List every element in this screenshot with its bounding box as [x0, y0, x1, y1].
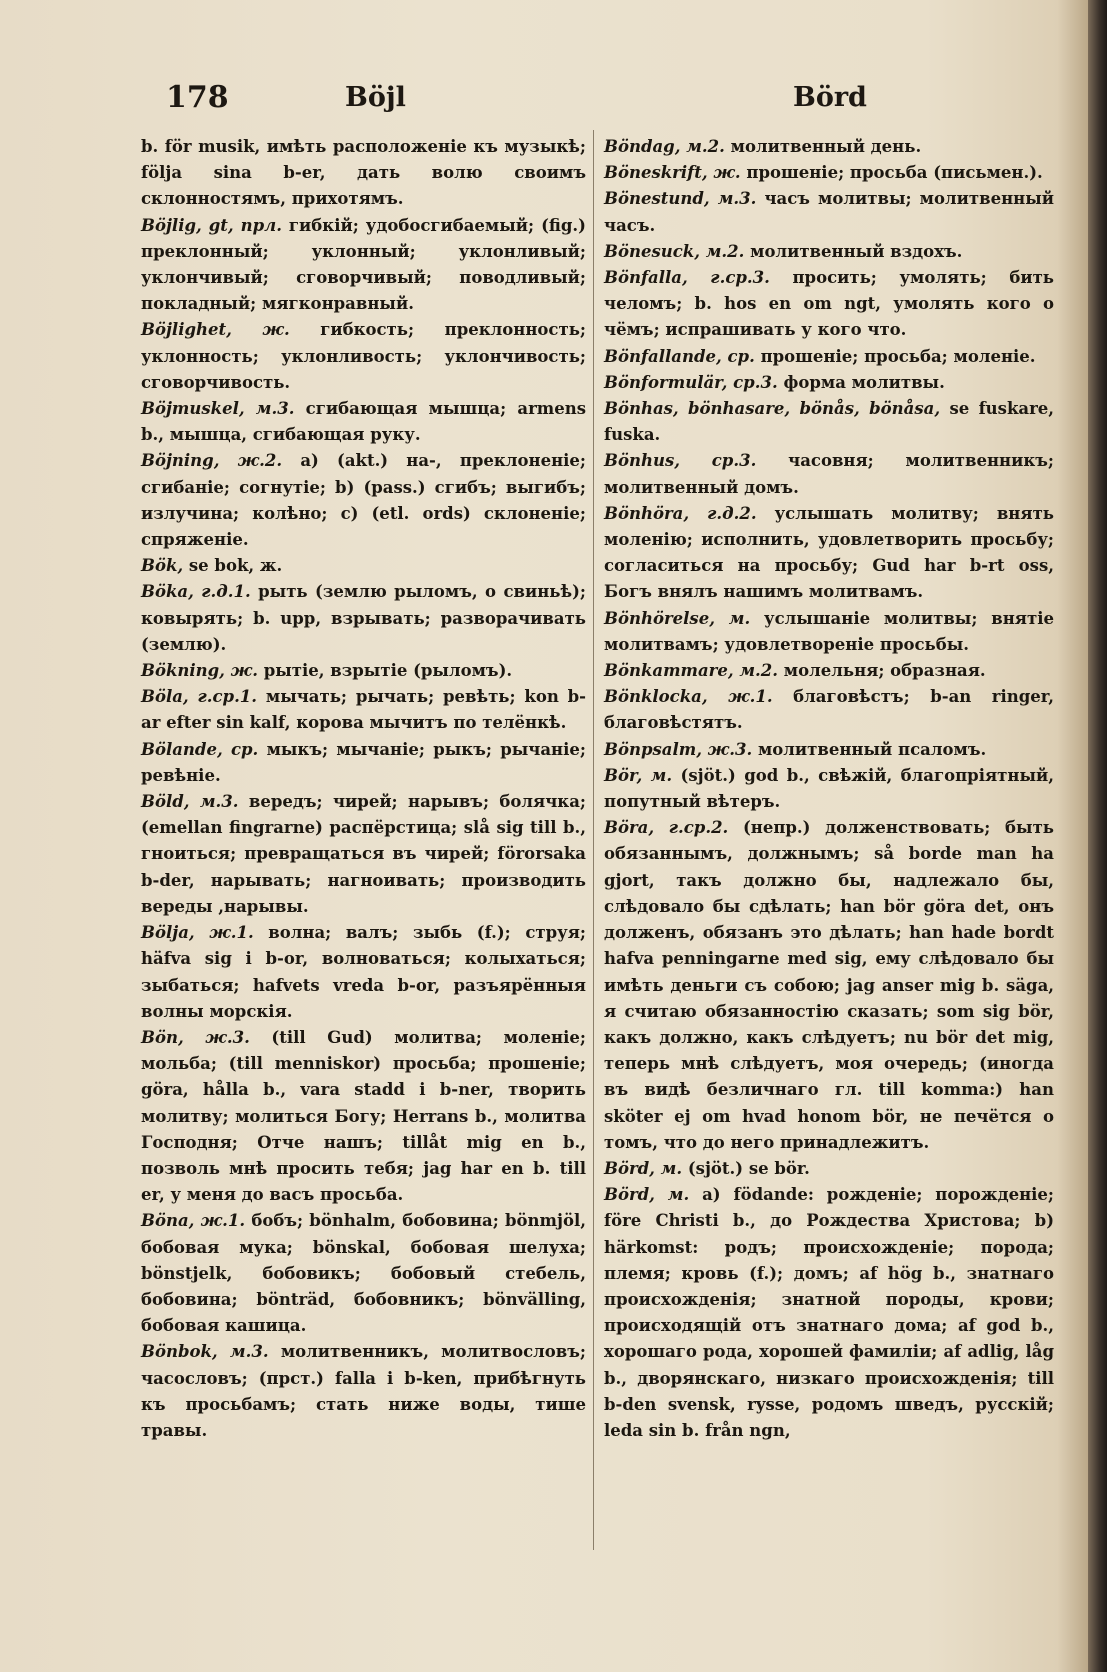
dictionary-entry: [141, 684, 586, 736]
entry-definition: просить; умолять; бить челомъ; b. hos en om ngt, умолять кого о чёмъ; испрашивать у кого что.: [604, 268, 1054, 340]
entry-headword: Böneskrift, ж.: [604, 163, 741, 183]
entry-headword: Börd, м.: [604, 1185, 690, 1205]
entry-headword: Böjlig, gt, прл.: [141, 215, 282, 235]
dictionary-entry: [604, 684, 1054, 736]
entry-definition: a) (akt.) на-, преклоненіе; сгибаніе; согнутіе; b) (pass.) сгибъ; выгибъ; излучина; колѣно; c) (etl. ords) склоненіе; спряженіе.: [141, 451, 586, 550]
entry-headword: Böjning, ж.2.: [141, 451, 283, 471]
entry-definition: часовня; молитвенникъ; молитвенный домъ.: [604, 451, 1055, 497]
entry-headword: Böna, ж.1.: [141, 1211, 246, 1231]
dictionary-entry: [141, 317, 586, 396]
entry-definition: сгибающая мышца; armens b., мышца, сгибающая руку.: [141, 399, 587, 445]
entry-headword: Bönhus, ср.3.: [604, 451, 757, 471]
dictionary-entry: [604, 501, 1054, 606]
entry-headword: Börd, м.: [604, 1158, 683, 1178]
dictionary-entry: [141, 134, 586, 213]
entry-definition: волна; валъ; зыбь (f.); струя; häfva sig i b-or, волноваться; колыхаться; зыбаться; hafvets vreda b-or, разъярённыя волны морскія.: [141, 923, 586, 1021]
entry-headword: Bönestund, м.3.: [604, 189, 757, 209]
entry-definition: молитвенникъ, молитвословъ; часословъ; (прст.) falla i b-ken, прибѣгнуть къ просьбамъ; стать ниже воды, тише травы.: [141, 1342, 586, 1440]
entry-definition: мыкъ; мычаніе; рыкъ; рычаніе; ревѣніе.: [141, 739, 586, 785]
dictionary-entry: [604, 265, 1054, 344]
entry-definition: бобъ; bönhalm, бобовина; bönmjöl, бобовая мука; bönskal, бобовая шелуха; bönstjelk, бобовикъ; бобовый стебель, бобовина; bönträd, бобовникъ; bönvälling, бобовая кашица.: [141, 1211, 586, 1336]
entry-headword: Bönesuck, м.2.: [604, 241, 745, 261]
running-head-left: Böjl: [345, 82, 406, 113]
dictionary-entry: [141, 579, 586, 658]
column-divider: [593, 130, 594, 1550]
entry-definition: часъ молитвы; молитвенный часъ.: [604, 189, 1054, 235]
entry-definition: прошеніе; просьба; моленіе.: [760, 346, 1036, 366]
dictionary-entry: [141, 448, 586, 553]
entry-definition: рыть (землю рыломъ, о свиньѣ); ковырять; b. upp, взрывать; разворачивать (землю).: [141, 582, 586, 654]
entry-headword: Böjlighet, ж.: [141, 320, 290, 340]
left-column: [141, 134, 586, 1444]
dictionary-entry: [604, 763, 1054, 815]
entry-definition: форма молитвы.: [783, 372, 945, 392]
entry-definition: молитвенный вздохъ.: [750, 241, 963, 261]
entry-definition: прошеніе; просьба (письмен.).: [746, 163, 1043, 183]
dictionary-entry: [604, 737, 1054, 763]
entry-definition: услышать молитву; внять моленію; исполнить, удовлетворить просьбу; согласиться на просьбу; Gud har b-rt oss, Богъ внялъ нашимъ молитвамъ.: [604, 503, 1054, 602]
entry-definition: se bok, ж.: [188, 556, 283, 576]
entry-definition: (sjöt.) se bör.: [687, 1158, 810, 1178]
entry-definition: (непр.) долженствовать; быть обязаннымъ, должнымъ; så borde man ha gjort, такъ должно бы, надлежало бы, слѣдовало бы сдѣлать; han bör göra det, онъ долженъ, обязанъ это дѣлать; han hade bordt hafva penningarne med sig, ему слѣдовало бы имѣть деньги съ собою; jag anser mig b. säga, я считаю обязанностію сказать; som sig bör, какъ должно, какъ слѣдуетъ; nu bör det mig, теперь мнѣ слѣдуетъ, моя очередь; (иногда въ видѣ безличнаго гл. till komma:) han sköter ej om hvad honom bör, не печётся о томъ, что до него принадлежитъ.: [604, 818, 1054, 1152]
running-head-right: Börd: [793, 82, 867, 113]
dictionary-entry: [604, 658, 1054, 684]
dictionary-entry: [604, 160, 1054, 186]
entry-headword: Bök,: [141, 556, 184, 576]
entry-definition: гибкость; преклонность; уклонность; уклонливость; уклончивость; сговорчивость.: [141, 320, 586, 392]
dictionary-entry: [141, 553, 586, 579]
entry-headword: Böjmuskel, м.3.: [141, 399, 295, 419]
dictionary-entry: [604, 1182, 1054, 1444]
dictionary-entry: [141, 789, 586, 920]
dictionary-entry: [604, 606, 1054, 658]
entry-headword: Bökning, ж.: [141, 661, 258, 681]
entry-headword: Bönhörelse, м.: [604, 608, 751, 628]
entry-definition: молитвенный псаломъ.: [757, 739, 987, 759]
dictionary-entry: [604, 134, 1054, 160]
dictionary-entry: [604, 1156, 1054, 1182]
entry-definition: вередъ; чирей; нарывъ; болячка; (emellan fingrarne) распёрстица; slå sig till b., гноиться; превращаться въ чирей; förorsaka b-der, нарывать; нагноивать; производить вереды ,нарывы.: [141, 792, 587, 916]
dictionary-entry: [141, 1025, 586, 1208]
dictionary-entry: [141, 1208, 586, 1339]
entry-headword: Bönkammare, м.2.: [604, 661, 779, 681]
entry-definition: мычать; рычать; ревѣть; kon b-ar efter sin kalf, корова мычитъ по телёнкѣ.: [141, 687, 587, 733]
entry-headword: Bölja, ж.1.: [141, 923, 254, 943]
entry-headword: Böra, г.ср.2.: [604, 818, 729, 838]
entry-definition: рытіе, взрытіе (рыломъ).: [263, 661, 513, 681]
dictionary-entry: [604, 186, 1054, 238]
entry-headword: Bönhöra, г.д.2.: [604, 503, 757, 523]
entry-headword: Bönhas, bönhasare, bönås, bönåsa,: [604, 399, 941, 419]
page-header: [0, 80, 1090, 120]
entry-headword: Bön, ж.3.: [141, 1027, 250, 1047]
page-number: 178: [166, 80, 229, 115]
entry-definition: молельня; образная.: [783, 661, 986, 681]
dictionary-entry: [604, 815, 1054, 1156]
entry-definition: гибкій; удобосгибаемый; (fig.) преклонный; уклонный; уклонливый; уклончивый; сговорчивый; поводливый; покладный; мягконравный.: [141, 215, 586, 314]
dictionary-entry: [604, 370, 1054, 396]
entry-definition: (till Gud) молитва; моленіе; мольба; (till menniskor) просьба; прошеніе; göra, hålla b., vara stadd i b-ner, творить молитву; молиться Богу; Herrans b., молитва Господня; Отче нашъ; tillåt mig en b., позволь мнѣ просить тебя; jag har en b. till er, у меня до васъ просьба.: [141, 1027, 586, 1205]
entry-definition: (sjöt.) god b., свѣжій, благопріятный, попутный вѣтеръ.: [604, 765, 1054, 812]
entry-definition: молитвенный день.: [730, 137, 922, 156]
entry-headword: Böka, г.д.1.: [141, 582, 251, 602]
right-column: [604, 134, 1054, 1444]
entry-headword: Bönklocka, ж.1.: [604, 687, 773, 707]
dictionary-entry: [604, 239, 1054, 265]
dictionary-entry: [141, 396, 586, 448]
entry-definition: se fuskare, fuska.: [604, 399, 1055, 445]
entry-headword: Böla, г.ср.1.: [141, 687, 258, 707]
dictionary-entry: [604, 396, 1054, 448]
entry-headword: Bölande, ср.: [141, 739, 259, 759]
entry-headword: Bönbok, м.3.: [141, 1342, 269, 1362]
entry-headword: Bönpsalm, ж.3.: [604, 739, 753, 759]
dictionary-entry: [141, 737, 586, 789]
entry-headword: Bönformulär, ср.3.: [604, 372, 778, 392]
entry-headword: Bönfalla, г.ср.3.: [604, 268, 770, 288]
entry-headword: Böndag, м.2.: [604, 137, 725, 156]
dictionary-entry: [604, 448, 1054, 500]
dictionary-entry: [141, 213, 586, 318]
book-spine: [1088, 0, 1107, 1672]
dictionary-entry: [141, 658, 586, 684]
entry-definition: благовѣстъ; b-an ringer, благовѣстятъ.: [604, 687, 1055, 733]
entry-definition: a) födande: рожденіе; порожденіе; före Christi b., до Рождества Христова; b) härkomst: родъ; происхожденіе; порода; племя; кровь (f.); домъ; af hög b., знатнаго происхожденія; знатной породы, крови; происходящій отъ знатнаго дома; af god b., хорошаго рода, хорошей фамиліи; af adlig, låg b., дворянскаго, низкаго происхожденія; till b-den svensk, rysse, родомъ шведъ, русскій; leda sin b. från ngn,: [604, 1185, 1054, 1440]
dictionary-entry: [141, 1339, 586, 1444]
dictionary-entry: [604, 344, 1054, 370]
entry-headword: Bönfallande, ср.: [604, 346, 755, 366]
entry-definition: услышаніе молитвы; внятіе молитвамъ; удовлетвореніе просьбы.: [604, 608, 1054, 654]
entry-definition: b. för musik, имѣть расположеніе къ музыкѣ; följa sina b-er, дать волю своимъ склонностямъ, прихотямъ.: [141, 137, 586, 209]
entry-headword: Böld, м.3.: [141, 792, 239, 812]
entry-headword: Bör, м.: [604, 765, 673, 785]
dictionary-entry: [141, 920, 586, 1025]
